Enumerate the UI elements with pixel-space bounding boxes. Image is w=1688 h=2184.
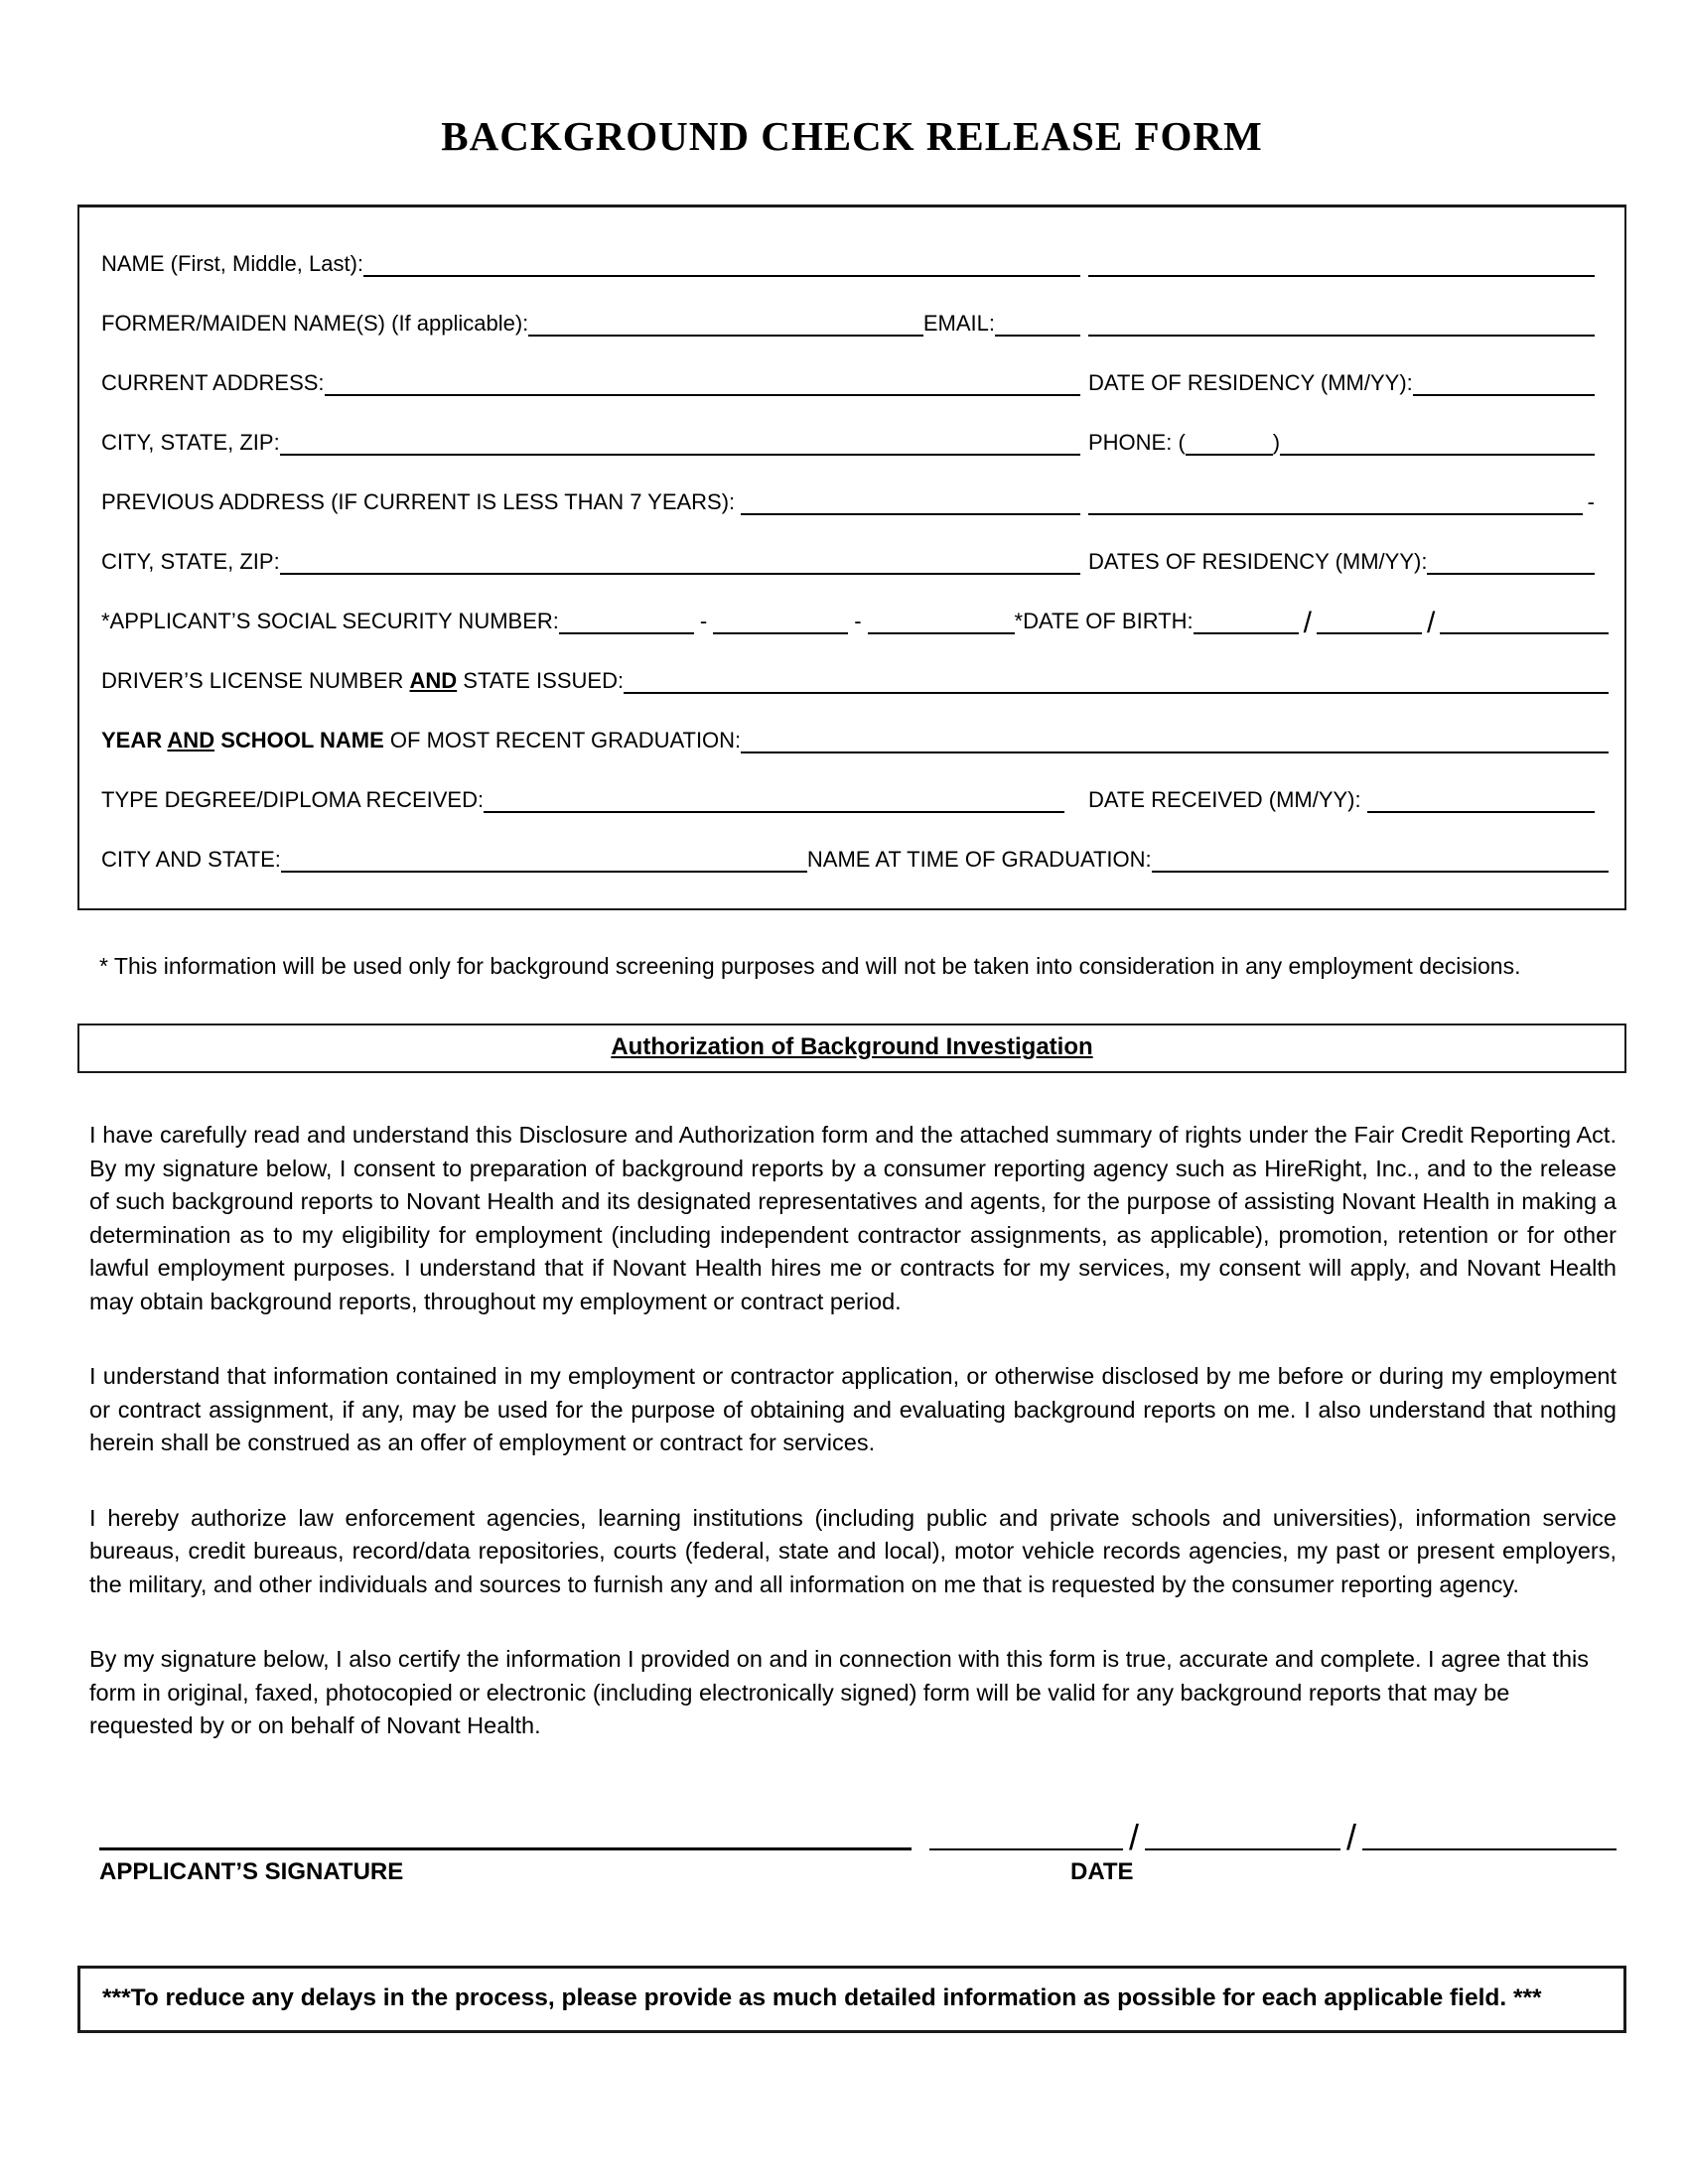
row-city-state-zip-2: [101, 515, 1609, 575]
row-ssn-dob: [101, 575, 1609, 639]
current-address-label: CURRENT ADDRESS:: [101, 370, 325, 395]
previous-address-field-line-2[interactable]: [1088, 499, 1583, 515]
name-field-line-2[interactable]: [1088, 261, 1595, 277]
dates-of-residency-field-line[interactable]: [1427, 559, 1595, 575]
ssn-dash: -: [854, 609, 862, 633]
signature-row: [77, 1816, 1626, 1857]
page-title: BACKGROUND CHECK RELEASE FORM: [441, 113, 1263, 159]
disclaimer-note: * This information will be used only for background screening purposes and will not be taken into consideration in any employment decisions.: [99, 953, 1521, 979]
city-and-state-label: CITY AND STATE:: [101, 847, 281, 872]
email-field-line[interactable]: [995, 321, 1080, 337]
date-month-line[interactable]: [929, 1835, 1123, 1850]
applicant-signature-line[interactable]: [99, 1834, 912, 1850]
grad-name-label: NAME AT TIME OF GRADUATION:: [806, 847, 1152, 872]
right-column: [1088, 429, 1609, 456]
graduation-field-line[interactable]: [741, 738, 1609, 753]
authorization-paragraph-2: I understand that information contained in my employment or contractor application, or otherwise disclosed by me before or during my employment or contract assignment, if any, may be used for the purpose of obtaining and evaluating background reports on me. I also understand that nothing herein shall be construed as an offer of employment or contract for services.: [89, 1363, 1617, 1455]
dates-of-residency-label: DATES OF RESIDENCY (MM/YY):: [1088, 549, 1428, 574]
degree-field-line[interactable]: [484, 797, 1064, 813]
phone-number-line[interactable]: [1280, 440, 1595, 456]
date-slash: /: [1129, 1816, 1140, 1857]
city-state-zip-2-field-line[interactable]: [280, 559, 1080, 575]
applicant-info-box: [77, 205, 1626, 910]
right-column: [1088, 548, 1609, 575]
degree-label: TYPE DEGREE/DIPLOMA RECEIVED:: [101, 787, 485, 812]
ssn-part2-line[interactable]: [713, 618, 848, 634]
graduation-and: AND: [167, 728, 215, 752]
right-column: [1088, 321, 1609, 337]
phone-area-code-line[interactable]: [1186, 440, 1273, 456]
city-state-zip-field-line[interactable]: [280, 440, 1080, 456]
city-and-state-field-line[interactable]: [281, 857, 807, 873]
row-drivers-license: [101, 634, 1609, 694]
dob-day-line[interactable]: [1317, 618, 1422, 634]
ssn-part3-line[interactable]: [868, 618, 1015, 634]
date-of-residency-label: DATE OF RESIDENCY (MM/YY):: [1088, 370, 1413, 395]
dob-year-line[interactable]: [1440, 618, 1609, 634]
right-column: [1088, 261, 1609, 277]
footer-notice: ***To reduce any delays in the process, please provide as much detailed information as possible for each applicable field. ***: [102, 1983, 1542, 2011]
row-city-state-zip-phone: [101, 396, 1609, 456]
city-state-zip-2-label: CITY, STATE, ZIP:: [101, 549, 280, 574]
row-graduation: [101, 694, 1609, 753]
city-state-zip-label: CITY, STATE, ZIP:: [101, 430, 280, 455]
ssn-dash: -: [699, 609, 708, 633]
trailing-dash: -: [1587, 489, 1595, 514]
date-day-line[interactable]: [1145, 1835, 1340, 1850]
drivers-license-field-line[interactable]: [624, 678, 1609, 694]
row-former-name-email: [101, 277, 1609, 337]
footer-notice-box: [77, 1966, 1626, 2033]
grad-name-field-line[interactable]: [1152, 857, 1609, 873]
email-field-line-2[interactable]: [1088, 321, 1595, 337]
email-label: EMAIL:: [922, 311, 995, 336]
date-received-field-line[interactable]: [1367, 797, 1595, 813]
row-degree: [101, 753, 1609, 813]
authorization-paragraph-3: I hereby authorize law enforcement agencies, learning institutions (including public and private schools and universities), information service bureaus, credit bureaus, record/data repositories, courts (federal, state and local), motor vehicle records agencies, my past or present employers, the military, and other individuals and sources to furnish any and all information on me that is requested by the consumer reporting agency.: [89, 1504, 1617, 1597]
name-label: NAME (First, Middle, Last):: [101, 251, 364, 276]
dob-month-line[interactable]: [1194, 618, 1299, 634]
date-year-line[interactable]: [1362, 1835, 1617, 1850]
authorization-header-box: [77, 1024, 1626, 1073]
date-slash: /: [1346, 1816, 1357, 1857]
row-previous-address: [101, 456, 1609, 515]
row-name: [101, 217, 1609, 277]
drivers-license-and: AND: [409, 668, 458, 693]
previous-address-field-line[interactable]: [741, 499, 1080, 515]
dob-label: *DATE OF BIRTH:: [1014, 609, 1194, 633]
ssn-part1-line[interactable]: [559, 618, 694, 634]
previous-address-label: PREVIOUS ADDRESS (IF CURRENT IS LESS THAN 7 YEARS):: [101, 489, 742, 514]
dob-slash: /: [1426, 607, 1436, 639]
dob-slash: /: [1303, 607, 1312, 639]
authorization-paragraph-4: By my signature below, I also certify the information I provided on and in connection with this form is true, accurate and complete. I agree that this form in original, faxed, photocopied or electronic (including electronically signed) form will be valid for any background reports that may be requested by or on behalf of Novant Health.: [89, 1646, 1590, 1738]
date-of-residency-field-line[interactable]: [1413, 380, 1595, 396]
ssn-label: *APPLICANT’S SOCIAL SECURITY NUMBER:: [101, 609, 559, 633]
row-current-address: [101, 337, 1609, 396]
phone-close-paren: ): [1272, 430, 1281, 455]
drivers-license-label: DRIVER’S LICENSE NUMBER AND STATE ISSUED:: [101, 668, 625, 693]
name-field-line[interactable]: [363, 261, 1080, 277]
phone-label: PHONE: (: [1088, 430, 1186, 455]
right-column: [1088, 488, 1609, 515]
applicant-signature-label: APPLICANT’S SIGNATURE: [99, 1857, 404, 1885]
current-address-field-line[interactable]: [325, 380, 1080, 396]
date-label: DATE: [1070, 1857, 1134, 1885]
authorization-paragraph-1: I have carefully read and understand this Disclosure and Authorization form and the attached summary of rights under the Fair Credit Reporting Act. By my signature below, I consent to preparation of background reports by a consumer reporting agency such as HireRight, Inc., and to the release of such background reports to Novant Health and its designated representatives and agents, for the purpose of assisting Novant Health in making a determination as to my eligibility for employment (including independent contractor assignments, as applicable), promotion, retention or for other lawful employment purposes. I understand that if Novant Health hires me or contracts for my services, my consent will apply, and Novant Health may obtain background reports, throughout my employment or contract period.: [89, 1122, 1617, 1314]
row-city-and-state: [101, 813, 1609, 873]
signature-labels-row: [77, 1858, 1626, 1886]
right-column: [1088, 786, 1609, 813]
date-received-label: DATE RECEIVED (MM/YY):: [1088, 787, 1367, 812]
former-name-label: FORMER/MAIDEN NAME(S) (If applicable):: [101, 311, 529, 336]
right-column: [1088, 369, 1609, 396]
graduation-label: YEAR AND SCHOOL NAME OF MOST RECENT GRADUATION:: [101, 728, 742, 752]
former-name-field-line[interactable]: [528, 321, 923, 337]
authorization-header: Authorization of Background Investigation: [611, 1033, 1093, 1060]
